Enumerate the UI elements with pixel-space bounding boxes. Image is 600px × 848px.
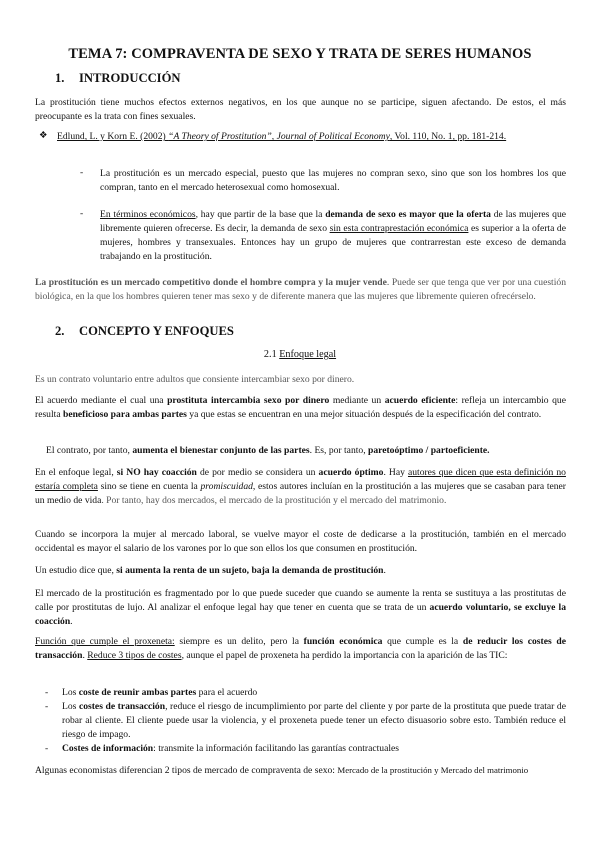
text-run: Reduce 3 tipos de costes <box>87 649 182 661</box>
text-run: costes de transacción <box>78 701 166 712</box>
text-run: , reduce el riesgo de incumplimiento por parte del cliente y por parte de la prostituta que puede tratar de robar al cliente. El cliente puede usar la violencia, y el proxeneta puede tener un efecto disuasorio sobre esto. También reduce el riesgo de impago. <box>62 701 566 740</box>
text-run: : transmite la información facilitando las garantías contractuales <box>153 743 400 754</box>
intro-paragraph: La prostitución tiene muchos efectos externos negativos, en los que aunque no se participe, siguen afectando. De estos, el más preocupante es la trata con fines sexuales. <box>35 97 566 122</box>
text-run: ya que estas se encuentran en una mejor situación después de la especificación del contrato. <box>186 408 542 420</box>
dash-bullet: - <box>80 167 84 178</box>
text-run: de reducir los costes de transacción <box>35 636 566 661</box>
text-run: de por medio se considera un <box>196 467 319 478</box>
section-number: 2. <box>55 324 65 338</box>
text-run: Los <box>62 687 79 698</box>
text-run: mediante un <box>329 395 385 406</box>
text-run: demanda de sexo es mayor que la oferta <box>325 209 491 220</box>
paragraph-enfoque-legal <box>35 466 566 508</box>
text-run: En términos económicos <box>100 209 196 220</box>
text-run: que cumple es la <box>382 636 463 647</box>
text-run: sin esta contraprestación económica <box>329 222 469 234</box>
subsection-number: 2.1 <box>263 349 280 360</box>
text-run: . Es, por tanto, <box>309 445 368 456</box>
dash-bullet: - <box>45 687 49 698</box>
text-run: si NO hay coacción <box>116 467 197 478</box>
text-run: En el enfoque legal, <box>35 467 117 478</box>
text-run: acuerdo óptimo <box>318 467 384 478</box>
text-run: aumenta el bienestar conjunto de las partes <box>132 445 310 456</box>
text-run: si aumenta la renta de un sujeto, baja la demanda de prostitución <box>116 565 384 576</box>
section-title: CONCEPTO Y ENFOQUES <box>79 324 234 338</box>
text-run: prostituta intercambia sexo por dinero <box>167 395 330 406</box>
dash-bullet: - <box>45 743 49 754</box>
text-run: Un estudio dice que, <box>35 565 117 576</box>
text-run: Función que cumple el proxeneta: <box>35 636 175 647</box>
text-run: : refleja un intercambio que resulta <box>35 395 566 420</box>
text-run: siempre es un delito, pero la <box>174 636 304 647</box>
paragraph-contrato <box>46 444 566 458</box>
text-run: , hay que partir de la base que la <box>195 209 326 220</box>
text-run: . Puede ser que tenga que ver por una cuestión biológica, en la que los hombres quieren tener mas sexo y de diferente manera que las mujeres que libremente quieren ofrecérselo. <box>35 277 566 302</box>
section-heading-introduccion <box>55 71 180 86</box>
text-run: de las mujeres que libremente quieren ofrecerse. Es decir, la demanda de sexo <box>100 209 566 234</box>
text-run: es superior a la oferta de mujeres, hombres y transexuales. Entonces hay un grupo de mujeres que contrarrestan este exceso de demanda trabajando en la prostitución. <box>100 222 566 262</box>
text-run: Algunas economistas diferencian 2 tipos de mercado de compraventa de sexo: <box>35 765 338 776</box>
point-terminos-economicos <box>100 208 566 264</box>
paragraph-acuerdo <box>35 394 566 422</box>
text-run: , estos autores incluían en la prostitución a las mujeres que se casaban para tener un medio de vida <box>35 480 566 506</box>
paragraph-mercado-fragmentado <box>35 587 566 629</box>
dash-bullet: - <box>45 701 49 712</box>
text-run: Mercado de la prostitución y Mercado del matrimonio <box>337 765 529 775</box>
reference-citation <box>57 130 566 144</box>
text-run: para el acuerdo <box>196 687 258 698</box>
text-run: . <box>70 615 73 627</box>
diamond-bullet-icon: ❖ <box>39 131 48 141</box>
definition-paragraph: Es un contrato voluntario entre adultos que consiente intercambiar sexo por dinero. <box>35 374 355 385</box>
subsection-title: Enfoque legal <box>279 349 337 360</box>
text-run: . <box>383 565 386 576</box>
paragraph-mercado-laboral: Cuando se incorpora la mujer al mercado laboral, se vuelve mayor el coste de dedicarse a la prostitución, también en el mercado occidental es mayor el salario de los varones por lo que son ellos los que consumen en prostitución. <box>35 529 566 554</box>
text-run: promiscuidad <box>200 480 253 492</box>
section-heading-concepto <box>55 324 234 339</box>
point-mercado-especial: La prostitución es un mercado especial, puesto que las mujeres no compran sexo, sino que son los hombres los que compran, tanto en el mercado heterosexual como homosexual. <box>100 168 566 193</box>
text-run: . Hay <box>383 467 408 478</box>
subsection-heading-enfoque-legal <box>0 349 600 360</box>
text-run: . <box>82 649 88 661</box>
text-run: La prostitución es un mercado competitivo donde el hombre compra y la mujer vende <box>35 277 387 288</box>
text-run: Costes de información <box>62 743 154 754</box>
paragraph-mercado-competitivo <box>35 276 566 304</box>
paragraph-proxeneta <box>35 635 566 663</box>
text-run: El contrato, por tanto, <box>46 445 133 456</box>
text-run: coste de reunir ambas partes <box>78 687 197 698</box>
text-run: función económica <box>303 636 383 647</box>
text-run: acuerdo eficiente <box>384 395 456 406</box>
text-run: El acuerdo mediante el cual una <box>35 395 168 406</box>
reference-work: “A Theory of Prostitution”, Journal of Political Economy <box>168 131 390 142</box>
text-run: , aunque el papel de proxeneta ha perdido la importancia con la aparición de las TIC: <box>181 649 508 661</box>
reference-details: , Vol. 110, No. 1, pp. 181-214. <box>389 131 507 142</box>
section-title: INTRODUCCIÓN <box>79 71 181 85</box>
paragraph-final <box>35 764 566 778</box>
text-run: El mercado de la prostitución es fragmentado por lo que puede suceder que cuando se aumente la renta se sustituya a las prostitutas de calle por prostitutas de lujo. Al analizar el enfoque legal hay que tener en cuenta que se trata de un <box>35 588 566 613</box>
reference-authors: Edlund, L. y Korn E. (2002) <box>57 131 169 142</box>
text-run: autores que dicen que esta definición no estaría completa <box>35 467 566 492</box>
text-run: paretoóptimo / partoeficiente. <box>368 445 490 456</box>
text-run: beneficioso para ambas partes <box>62 408 187 420</box>
document-title: TEMA 7: COMPRAVENTA DE SEXO Y TRATA DE SERES HUMANOS <box>68 46 532 62</box>
dash-bullet: - <box>80 208 84 219</box>
text-run: sino se tiene en cuenta la <box>97 480 201 492</box>
section-number: 1. <box>55 71 65 85</box>
text-run: . Por tanto, hay dos mercados, el mercado de la prostitución y el mercado del matrimonio. <box>101 494 447 506</box>
text-run: acuerdo voluntario, se excluye la coacción <box>35 601 566 627</box>
text-run: Los <box>62 701 79 712</box>
paragraph-estudio <box>35 564 566 578</box>
